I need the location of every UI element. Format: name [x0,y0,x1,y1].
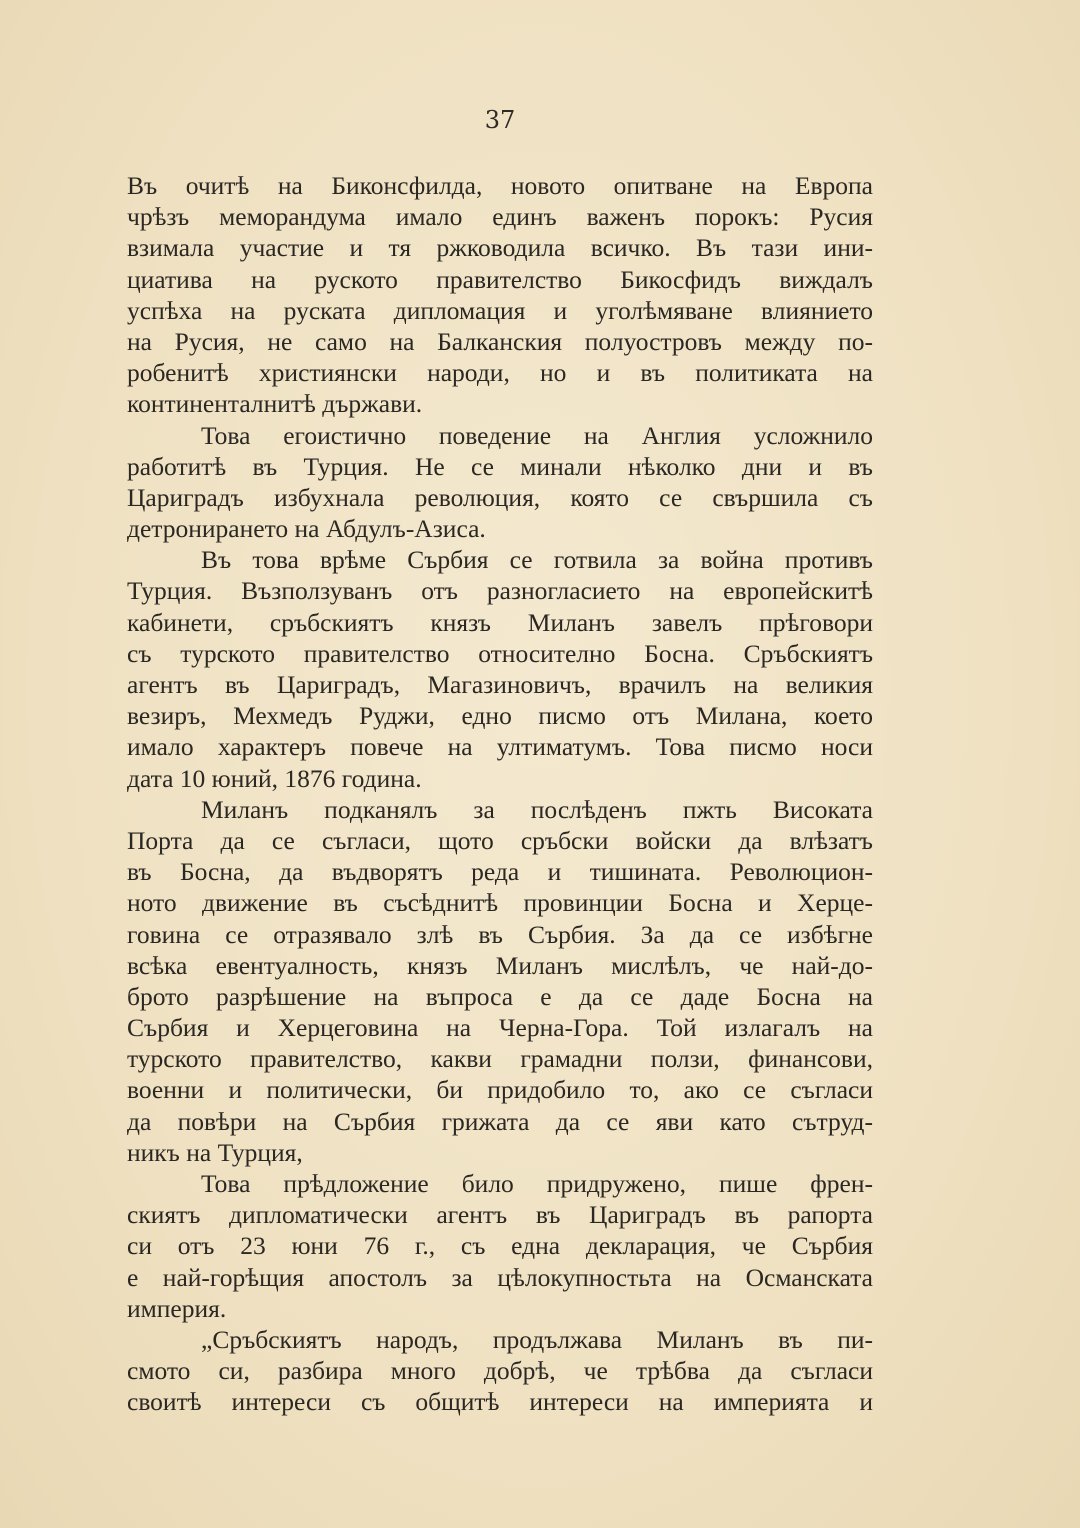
text-line: смото си, разбира много добрѣ, че трѣбва да съгласи [127,1356,873,1386]
paragraph [127,794,873,1168]
text-line: си отъ 23 юни 76 г., съ една декларация, че Сърбия [127,1231,873,1261]
text-line: „Сръбскиятъ народъ, продължава Миланъ въ пи- [201,1324,873,1354]
text-line: успѣха на руската дипломация и уголѣмяване влиянието [127,295,873,325]
text-line: военни и политически, би придобило то, ако се съгласи [127,1075,873,1105]
text-line: Въ очитѣ на Биконсфилда, новото опитване на Европа [127,171,873,200]
text-line: дата 10 юний, 1876 година. [127,763,422,793]
paragraph [127,420,873,545]
text-line: континенталнитѣ държави. [127,389,423,419]
text-line: империя. [127,1293,227,1323]
paragraph [127,170,873,420]
text-line: Въ това врѣме Сърбия се готвила за война противъ [201,545,873,575]
text-line: Порта да се съгласи, щото сръбски войски да влѣзатъ [127,825,873,855]
text-line: Турция. Възползуванъ отъ разногласието на европейскитѣ [127,576,873,606]
text-line: Цариградъ избухнала революция, която се свършила съ [127,482,873,512]
text-line: работитѣ въ Турция. Не се минали нѣколко дни и въ [127,451,873,481]
text-line: скиятъ дипломатически агентъ въ Цариградъ въ рапорта [127,1200,873,1230]
text-line: чрѣзъ меморандума имало единъ важенъ порокъ: Русия [127,202,873,232]
text-line: робенитѣ християнски народи, но и въ политиката на [127,358,873,388]
text-line: ното движение въ съсѣднитѣ провинции Босна и Херце- [127,888,873,918]
text-line: Сърбия и Херцеговина на Черна-Гора. Той излагалъ на [127,1013,873,1043]
text-line: Това прѣдложение било придружено, пише френ- [201,1169,873,1198]
text-line: агентъ въ Цариградъ, Магазиновичъ, врачилъ на великия [127,670,873,699]
paragraph [127,544,873,794]
text-line: никъ на Турция, [127,1137,303,1167]
paragraph [127,1168,873,1324]
text-line: на Русия, не само на Балканския полуостровъ между по- [127,326,873,356]
text-line: своитѣ интереси съ общитѣ интереси на империята и [127,1387,873,1417]
text-line: взимала участие и тя ржководила всичко. Въ тази ини- [127,233,873,263]
text-line: въ Босна, да въдворятъ реда и тишината. Революцион- [127,857,873,887]
text-line: Миланъ подканялъ за послѣденъ пжть Високата [201,794,873,824]
paragraph [127,1324,873,1418]
text-line: всѣка евентуалность, князъ Миланъ мислѣлъ, че най-до- [127,950,873,980]
text-line: циатива на руското правителство Бикосфидъ виждалъ [127,264,873,294]
body-text [127,170,873,1418]
page-number: 37 [484,106,516,134]
text-line: Това егоистично поведение на Англия усложнило [201,420,873,450]
text-line: говина се отразявало злѣ въ Сърбия. За да се избѣгне [127,919,873,949]
text-line: съ турското правителство относително Босна. Сръбскиятъ [127,638,873,668]
text-line: брото разрѣшение на въпроса е да се даде Босна на [127,981,873,1011]
text-line: турското правителство, какви грамадни ползи, финансови, [127,1044,873,1074]
text-line: имало характеръ повече на ултиматумъ. Това писмо носи [127,732,873,762]
text-line: детронирането на Абдулъ-Азиса. [127,514,486,544]
text-line: кабинети, сръбскиятъ князъ Миланъ завелъ прѣговори [127,607,873,637]
text-line: да повѣри на Сърбия грижата да се яви като сътруд- [127,1106,873,1136]
text-line: везиръ, Мехмедъ Руджи, едно писмо отъ Милана, което [127,701,873,731]
text-line: е най-горѣщия апостолъ за цѣлокупностьта на Османската [127,1262,873,1292]
